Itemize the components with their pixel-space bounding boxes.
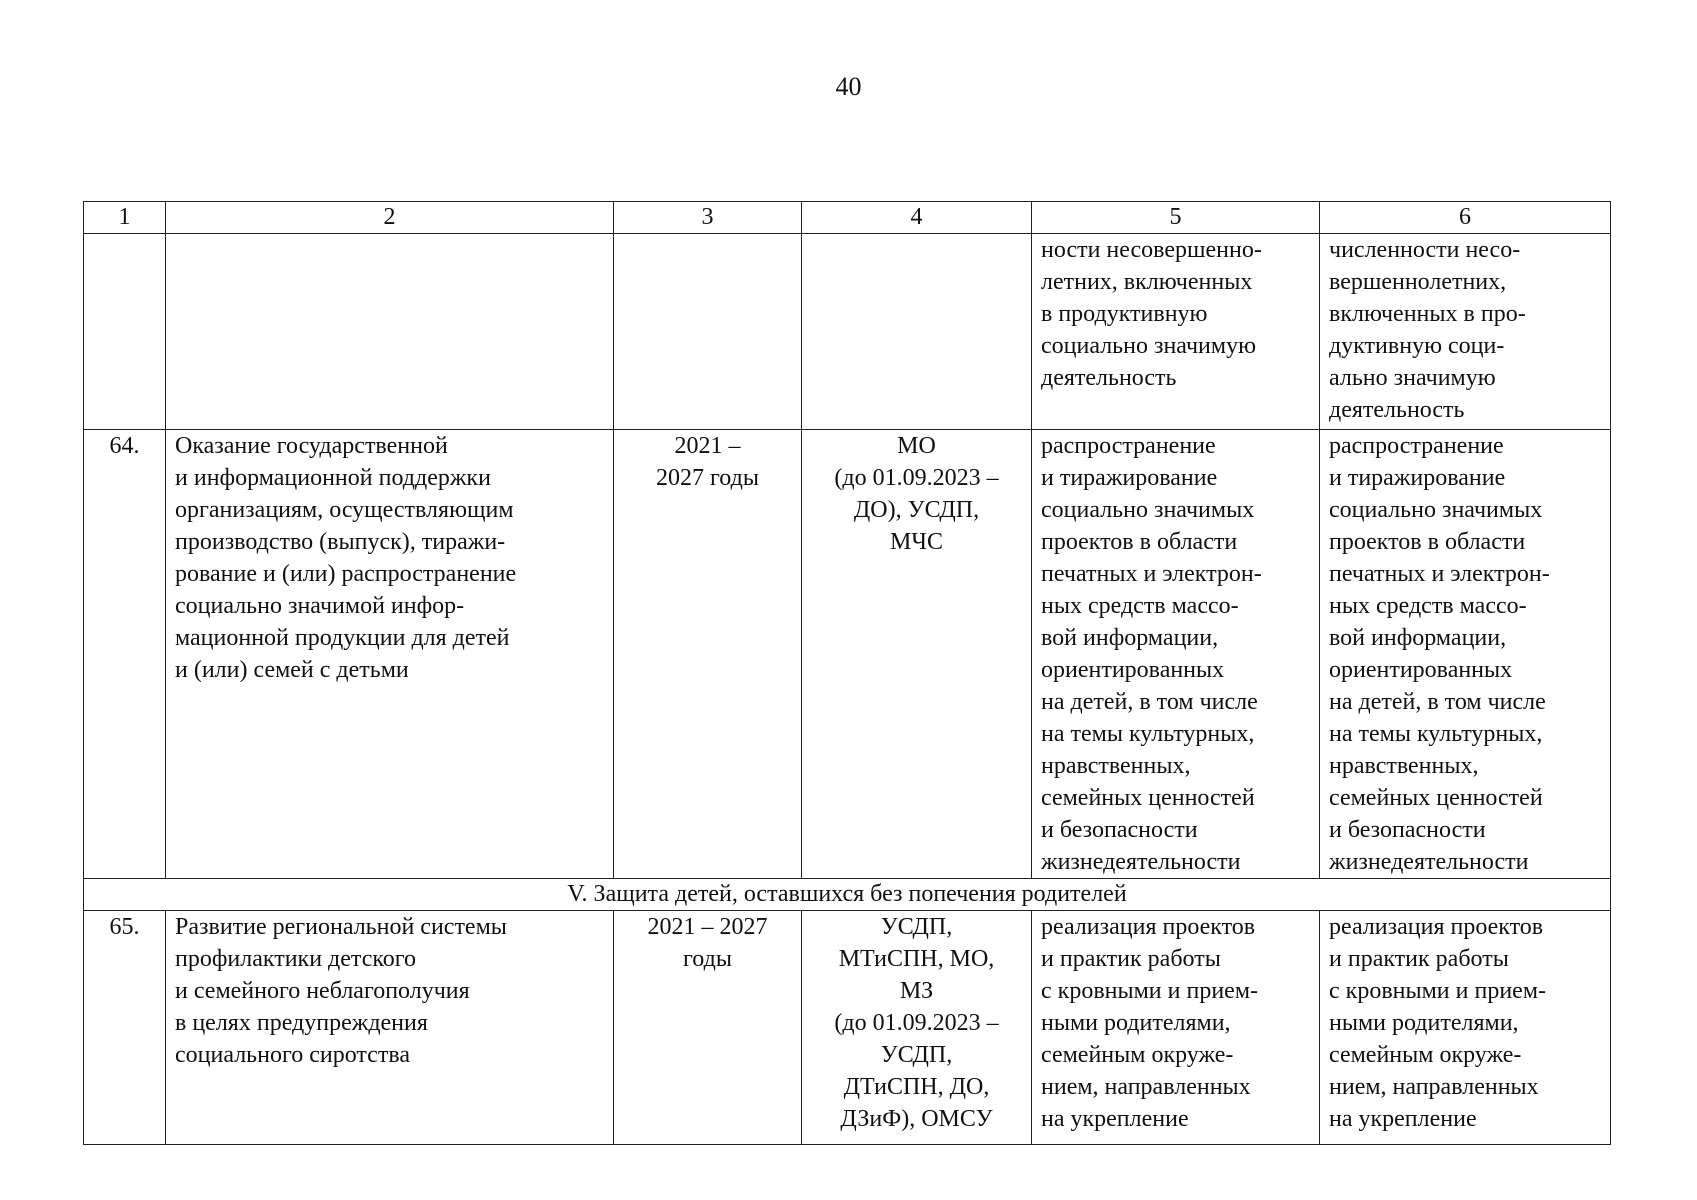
empty-cell: [802, 234, 1032, 430]
empty-cell: [614, 234, 802, 430]
measure-cell: Оказание государственной и информационной поддержки организациям, осуществляющим производство (выпуск), тиражи- рование и (или) распространение социально значимой инфор- мационной продукции для детей и (или) семей с детьми: [166, 430, 614, 879]
header-col-6: 6: [1320, 202, 1611, 234]
header-col-4: 4: [802, 202, 1032, 234]
executors-cell: МО (до 01.09.2023 – ДО), УСДП, МЧС: [802, 430, 1032, 879]
indicator-cell: реализация проектов и практик работы с кровными и прием- ными родителями, семейным окруже- нием, направленных на укрепление: [1320, 911, 1611, 1145]
continuation-row: [84, 234, 1611, 430]
row-number: 64.: [84, 430, 166, 879]
measures-table: [83, 201, 1611, 1145]
page-number: 40: [835, 72, 862, 101]
header-col-5: 5: [1032, 202, 1320, 234]
empty-cell: [166, 234, 614, 430]
header-col-1: 1: [84, 202, 166, 234]
indicator-cell: распространение и тиражирование социально значимых проектов в области печатных и электрон- ных средств массо- вой информации, ориентированных на детей, в том числе на темы культурных, нравственных, семейных ценностей и безопасности жизнедеятельности: [1320, 430, 1611, 879]
result-cell: распространение и тиражирование социально значимых проектов в области печатных и электрон- ных средств массо- вой информации, ориентированных на детей, в том числе на темы культурных, нравственных, семейных ценностей и безопасности жизнедеятельности: [1032, 430, 1320, 879]
indicator-cell: численности несо- вершеннолетних, включенных в про- дуктивную соци- ально значимую деятельность: [1320, 234, 1611, 430]
row-number: 65.: [84, 911, 166, 1145]
header-col-3: 3: [614, 202, 802, 234]
header-row: [84, 202, 1611, 234]
period-cell: 2021 – 2027 годы: [614, 911, 802, 1145]
result-cell: реализация проектов и практик работы с кровными и прием- ными родителями, семейным окруже- нием, направленных на укрепление: [1032, 911, 1320, 1145]
table-row: [84, 911, 1611, 1145]
section-title: V. Защита детей, оставшихся без попечения родителей: [84, 879, 1611, 911]
empty-cell: [84, 234, 166, 430]
header-col-2: 2: [166, 202, 614, 234]
measure-cell: Развитие региональной системы профилактики детского и семейного неблагополучия в целях предупреждения социального сиротства: [166, 911, 614, 1145]
executors-cell: УСДП, МТиСПН, МО, МЗ (до 01.09.2023 – УСДП, ДТиСПН, ДО, ДЗиФ), ОМСУ: [802, 911, 1032, 1145]
section-row: [84, 879, 1611, 911]
table-row: [84, 430, 1611, 879]
period-cell: 2021 – 2027 годы: [614, 430, 802, 879]
result-cell: ности несовершенно- летних, включенных в продуктивную социально значимую деятельность: [1032, 234, 1320, 430]
